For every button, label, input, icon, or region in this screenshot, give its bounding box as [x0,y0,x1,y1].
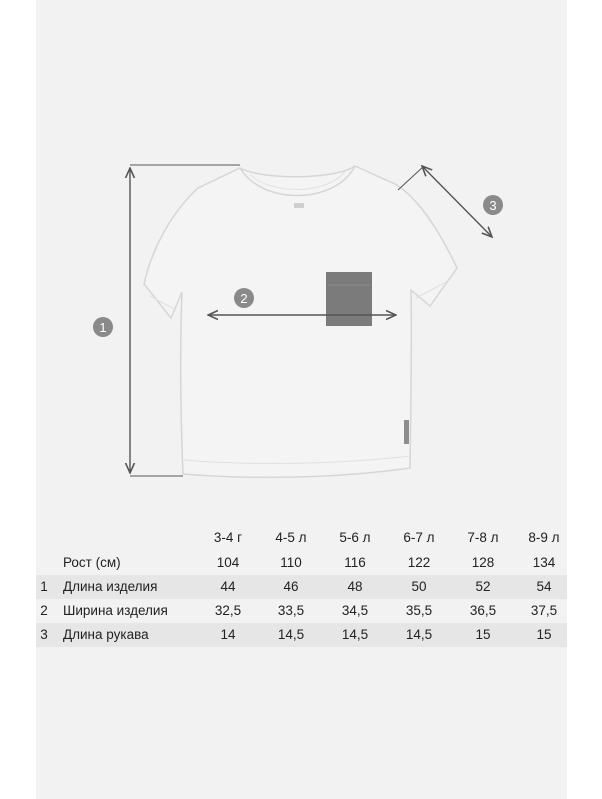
size-table [36,524,567,647]
table-cell: 110 [280,555,302,570]
size-header: 7-8 л [467,530,499,545]
table-cell: 34,5 [341,603,369,618]
table-cell: 128 [471,555,495,570]
tshirt-illustration [144,166,457,477]
table-cell: 35,5 [405,603,433,618]
table-cell: 54 [536,579,552,594]
table-cell: 36,5 [469,603,497,618]
table-cell: 14,5 [277,627,305,642]
size-header: 5-6 л [339,530,371,545]
table-cell: 44 [220,579,236,594]
marker-2-label: 2 [240,291,248,306]
table-cell: 48 [347,579,363,594]
row-label: Длина рукава [63,627,149,642]
size-header-row [36,524,567,551]
table-cell: 15 [475,627,491,642]
table-cell: 15 [536,627,552,642]
tshirt-neck-tag [294,203,304,208]
table-cell: 134 [532,555,556,570]
table-cell: 46 [283,579,299,594]
table-cell: 122 [407,555,431,570]
table-cell: 32,5 [214,603,242,618]
table-cell: 14,5 [341,627,369,642]
tshirt-pocket [326,272,372,326]
table-row-sleeve [36,623,567,647]
tshirt-body [144,166,457,477]
table-row-height [36,551,567,575]
table-cell: 14,5 [405,627,433,642]
tshirt-side-label [404,420,409,444]
table-cell: 52 [475,579,491,594]
size-header: 3-4 г [213,530,243,545]
marker-3-label: 3 [489,198,497,213]
size-header: 8-9 л [528,530,560,545]
size-header: 4-5 л [275,530,307,545]
table-row-length [36,575,567,599]
marker-1-label: 1 [99,320,107,335]
row-label: Рост (см) [63,555,121,570]
table-row-width [36,599,567,623]
row-label: Длина изделия [63,579,158,594]
table-cell: 116 [344,555,366,570]
table-cell: 104 [216,555,240,570]
size-header: 6-7 л [403,530,435,545]
row-number: 2 [40,603,48,618]
row-number: 3 [40,627,48,642]
table-cell: 50 [411,579,427,594]
row-number: 1 [40,579,48,594]
table-cell: 33,5 [277,603,305,618]
table-cell: 14 [220,627,236,642]
table-cell: 37,5 [530,603,558,618]
row-label: Ширина изделия [63,603,168,618]
